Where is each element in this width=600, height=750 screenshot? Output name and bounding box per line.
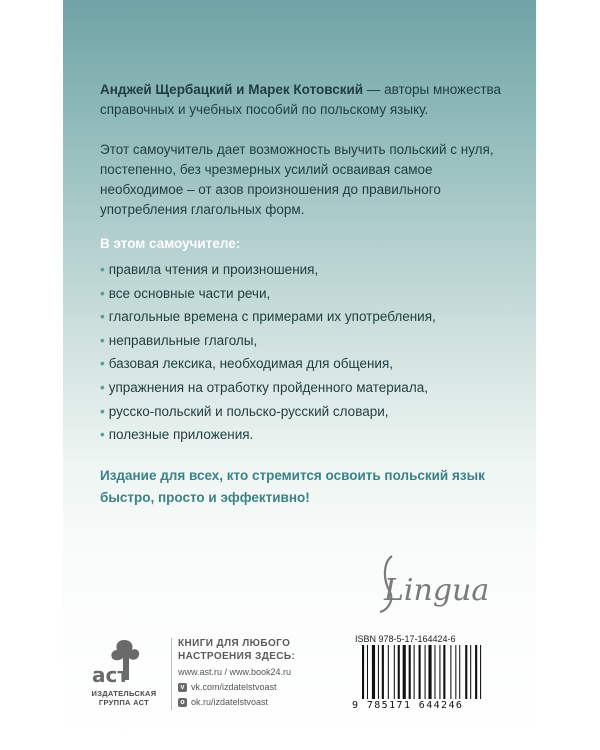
footer-divider — [171, 638, 172, 710]
lingua-wordmark: Lingua — [384, 573, 490, 608]
authors-paragraph — [100, 80, 520, 120]
closing-line: быстро, просто и эффективно! — [100, 490, 310, 505]
list-item-text: неправильные глаголы, — [108, 332, 258, 348]
list-item-text: глагольные времена с примерами их употребления, — [108, 309, 436, 325]
barcode — [360, 645, 488, 705]
barcode-bar — [394, 645, 395, 699]
list-item — [100, 282, 520, 306]
description-line: Этот самоучитель дает возможность выучить польский с нуля, — [100, 142, 494, 157]
barcode-bar — [459, 645, 460, 699]
vk-icon: v — [178, 683, 187, 692]
books-heading-line: КНИГИ ДЛЯ ЛЮБОГО — [178, 638, 291, 649]
barcode-bar — [480, 645, 481, 699]
barcode-bar — [470, 645, 471, 699]
bullet-icon: • — [100, 379, 105, 395]
list-item — [100, 352, 520, 376]
list-item-text: все основные части речи, — [108, 285, 271, 301]
contents-heading: В этом самоучителе: — [100, 236, 241, 251]
barcode-bar — [455, 645, 456, 699]
list-item-text: русско-польский и польско-русский словари, — [108, 403, 389, 419]
barcode-bar — [409, 645, 411, 699]
barcode-bar — [367, 645, 368, 699]
barcode-bar — [403, 645, 406, 699]
closing-slogan — [100, 465, 520, 509]
list-item-text: правила чтения и произношения, — [108, 262, 319, 277]
books-heading-line: НАСТРОЕНИЯ ЗДЕСЬ: — [178, 651, 296, 662]
barcode-bar — [382, 645, 384, 699]
bullet-icon: • — [100, 309, 105, 325]
bullet-icon: • — [100, 427, 105, 443]
ok-link-row[interactable] — [178, 695, 291, 710]
barcode-bar — [414, 645, 415, 699]
web-link-row[interactable] — [178, 665, 291, 680]
list-item-text: упражнения на отработку пройденного материала, — [108, 379, 428, 395]
description-line: употребления глагольных форм. — [100, 202, 305, 217]
list-item — [100, 329, 520, 353]
description-line: постепенно, без чрезмерных усилий осваивая самое — [100, 162, 433, 177]
contents-list — [100, 258, 520, 447]
web-link[interactable]: www.ast.ru / www.book24.ru — [178, 667, 292, 677]
barcode-bar — [398, 645, 400, 699]
ast-logo-text: аст — [92, 663, 129, 687]
publisher-caption — [84, 689, 164, 707]
barcode-bar — [378, 645, 379, 699]
barcode-bar — [428, 645, 431, 699]
list-item — [100, 423, 520, 447]
bullet-icon: • — [100, 403, 105, 419]
closing-line: Издание для всех, кто стремится освоить польский язык — [100, 468, 485, 483]
authors-rest: — авторы множества — [363, 82, 502, 97]
isbn-label: ISBN 978-5-17-164424-6 — [355, 634, 456, 644]
barcode-bar — [388, 645, 389, 699]
bullet-icon: • — [100, 285, 105, 301]
barcode-bar — [450, 645, 451, 699]
barcode-bar — [372, 645, 375, 699]
list-item — [100, 258, 520, 282]
publisher-caption-line: ГРУППА АСТ — [98, 698, 150, 707]
description-line: необходимое – от азов произношения до правильного — [100, 182, 441, 197]
lingua-series-logo — [370, 548, 490, 618]
barcode-bar — [443, 645, 445, 699]
publisher-caption-line: ИЗДАТЕЛЬСКАЯ — [91, 689, 157, 698]
barcode-bar — [425, 645, 426, 699]
publisher-links — [178, 665, 291, 710]
list-item-text: полезные приложения. — [108, 427, 254, 443]
list-item — [100, 305, 520, 329]
list-item-text: базовая лексика, необходимая для общения, — [108, 356, 394, 372]
barcode-digits: 9 785171 644246 — [352, 700, 464, 711]
barcode-bar — [434, 645, 435, 699]
barcode-bar — [439, 645, 440, 699]
barcode-bar — [419, 645, 421, 699]
bullet-icon: • — [100, 262, 105, 277]
ok-link[interactable]: ok.ru/izdatelstvoast — [191, 697, 269, 707]
authors-names: Анджей Щербацкий и Марек Котовский — [100, 82, 364, 97]
list-item — [100, 400, 520, 424]
barcode-bar — [475, 645, 477, 699]
books-heading — [178, 637, 295, 663]
ok-icon: o — [178, 698, 187, 707]
list-item — [100, 376, 520, 400]
bullet-icon: • — [100, 356, 105, 372]
description-paragraph — [100, 140, 520, 220]
authors-line-2: справочных и учебных пособий по польскому языку. — [100, 102, 429, 117]
barcode-bar — [362, 645, 364, 699]
vk-link[interactable]: vk.com/izdatelstvoast — [191, 682, 277, 692]
bullet-icon: • — [100, 332, 105, 348]
barcode-bar — [465, 645, 467, 699]
vk-link-row[interactable] — [178, 680, 291, 695]
